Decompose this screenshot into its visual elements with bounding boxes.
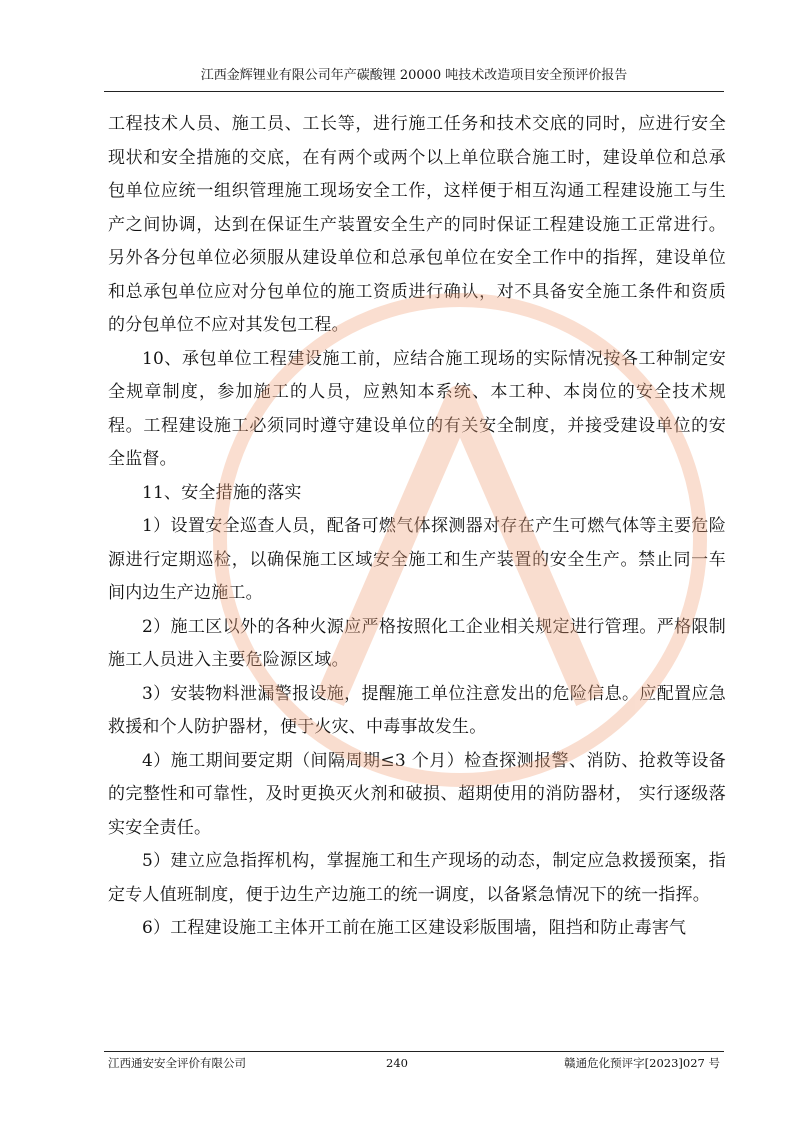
page-header: [104, 64, 724, 88]
header-title: 江西金辉锂业有限公司年产碳酸锂 20000 吨技术改造项目安全预评价报告: [200, 68, 628, 83]
paragraph-measure-4: 4）施工期间要定期（间隔周期≤3 个月）检查探测报警、消防、抢救等设备的完整性和可靠性，及时更换灭火剂和破损、超期使用的消防器材， 实行逐级落实安全责任。: [108, 750, 726, 838]
paragraph-measure-1: 1）设置安全巡查人员，配备可燃气体探测器对存在产生可燃气体等主要危险源进行定期巡检，以确保施工区域安全施工和生产装置的安全生产。禁止同一车间内边生产边施工。: [108, 516, 726, 603]
document-body: [108, 108, 726, 946]
footer-divider: [104, 1051, 724, 1052]
paragraph-measure-5: 5）建立应急指挥机构，掌握施工和生产现场的动态，制定应急救援预案，指定专人值班制度，便于边生产边施工的统一调度，以备紧急情况下的统一指挥。: [108, 851, 726, 905]
paragraph-measure-6: 6）工程建设施工主体开工前在施工区建设彩版围墙，阻挡和防止毒害气: [142, 918, 687, 938]
paragraph-continuation: 工程技术人员、施工员、工长等，进行施工任务和技术交底的同时，应进行安全现状和安全措施的交底，在有两个或两个以上单位联合施工时，建设单位和总承包单位应统一组织管理施工现场安全工作，这样便于相互沟通工程建设施工与生产之间协调，达到在保证生产装置安全生产的同时保证工程建设施工正常进行。另外各分包单位必须服从建设单位和总承包单位在安全工作中的指挥，建设单位和总承包单位应对分包单位的施工资质进行确认，对不具备安全施工条件和资质的分包单位不应对其发包工程。: [108, 114, 726, 335]
footer-company: 江西通安安全评价有限公司: [108, 1056, 246, 1070]
header-divider: [104, 91, 724, 92]
paragraph-item-10: 10、承包单位工程建设施工前，应结合施工现场的实际情况按各工种制定安全规章制度，参加施工的人员，应熟知本系统、本工种、本岗位的安全技术规程。工程建设施工必须同时遵守建设单位的有关安全制度，并接受建设单位的安全监督。: [108, 348, 726, 469]
paragraph-measure-2: 2）施工区以外的各种火源应严格按照化工企业相关规定进行管理。严格限制施工人员进入主要危险源区域。: [108, 616, 726, 670]
paragraph-item-11-heading: 11、安全措施的落实: [142, 482, 302, 503]
footer-doc-number: 赣通危化预评字[2023]027 号: [564, 1056, 720, 1070]
paragraph-measure-3: 3）安装物料泄漏警报设施，提醒施工单位注意发出的危险信息。应配置应急救援和个人防护器材，便于火灾、中毒事故发生。: [108, 683, 726, 737]
page-number: 240: [386, 1056, 408, 1070]
